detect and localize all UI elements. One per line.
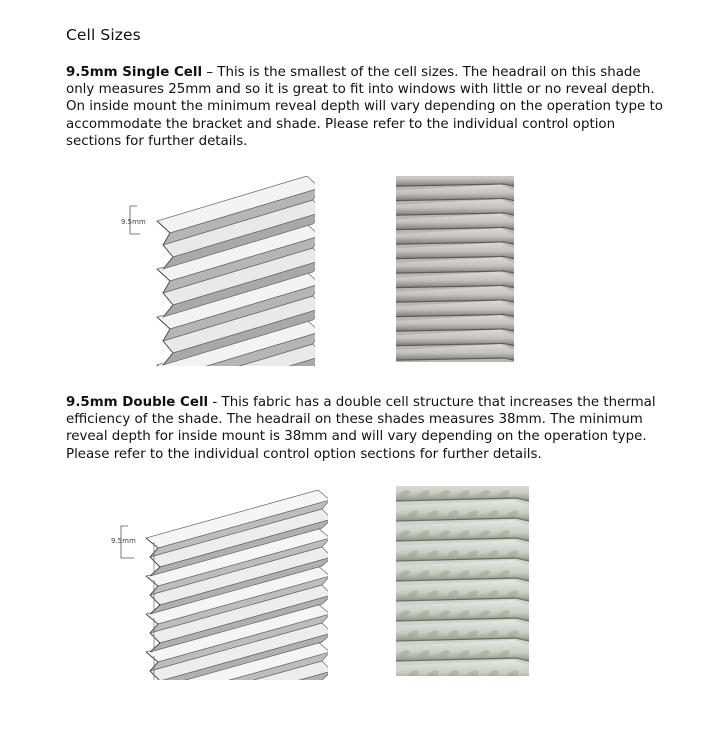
- double-cell-description: [66, 394, 666, 463]
- single-cell-separator: –: [202, 65, 218, 80]
- page-title: Cell Sizes: [66, 26, 141, 44]
- single-cell-photo: [396, 176, 514, 362]
- double-cell-diagram: [106, 486, 328, 680]
- double-cell-body: This fabric has a double cell structure that increases the thermal efficiency of the shade. The headrail on these shades measures 38mm. The minimum reveal depth for inside mount is 38mm and will vary depending on the operation type. Please refer to the individual control option sections for further details.: [66, 395, 656, 462]
- double-cell-photo: [396, 486, 529, 676]
- single-cell-description: [66, 64, 666, 150]
- single-cell-diagram: [115, 176, 315, 366]
- single-cell-body: This is the smallest of the cell sizes. The headrail on this shade only measures 25mm and so it is great to fit into windows with little or no reveal depth. On inside mount the minimum reveal depth will vary depending on the operation type to accommodate the bracket and shade. Please refer to the individual control option sections for further details.: [66, 65, 663, 149]
- single-cell-dimension-label: 9.5mm: [121, 218, 146, 226]
- double-cell-dimension-label: 9.5mm: [111, 537, 136, 545]
- double-cell-separator: -: [208, 395, 222, 410]
- double-cell-title: 9.5mm Double Cell: [66, 395, 209, 410]
- single-cell-title: 9.5mm Single Cell: [66, 65, 203, 80]
